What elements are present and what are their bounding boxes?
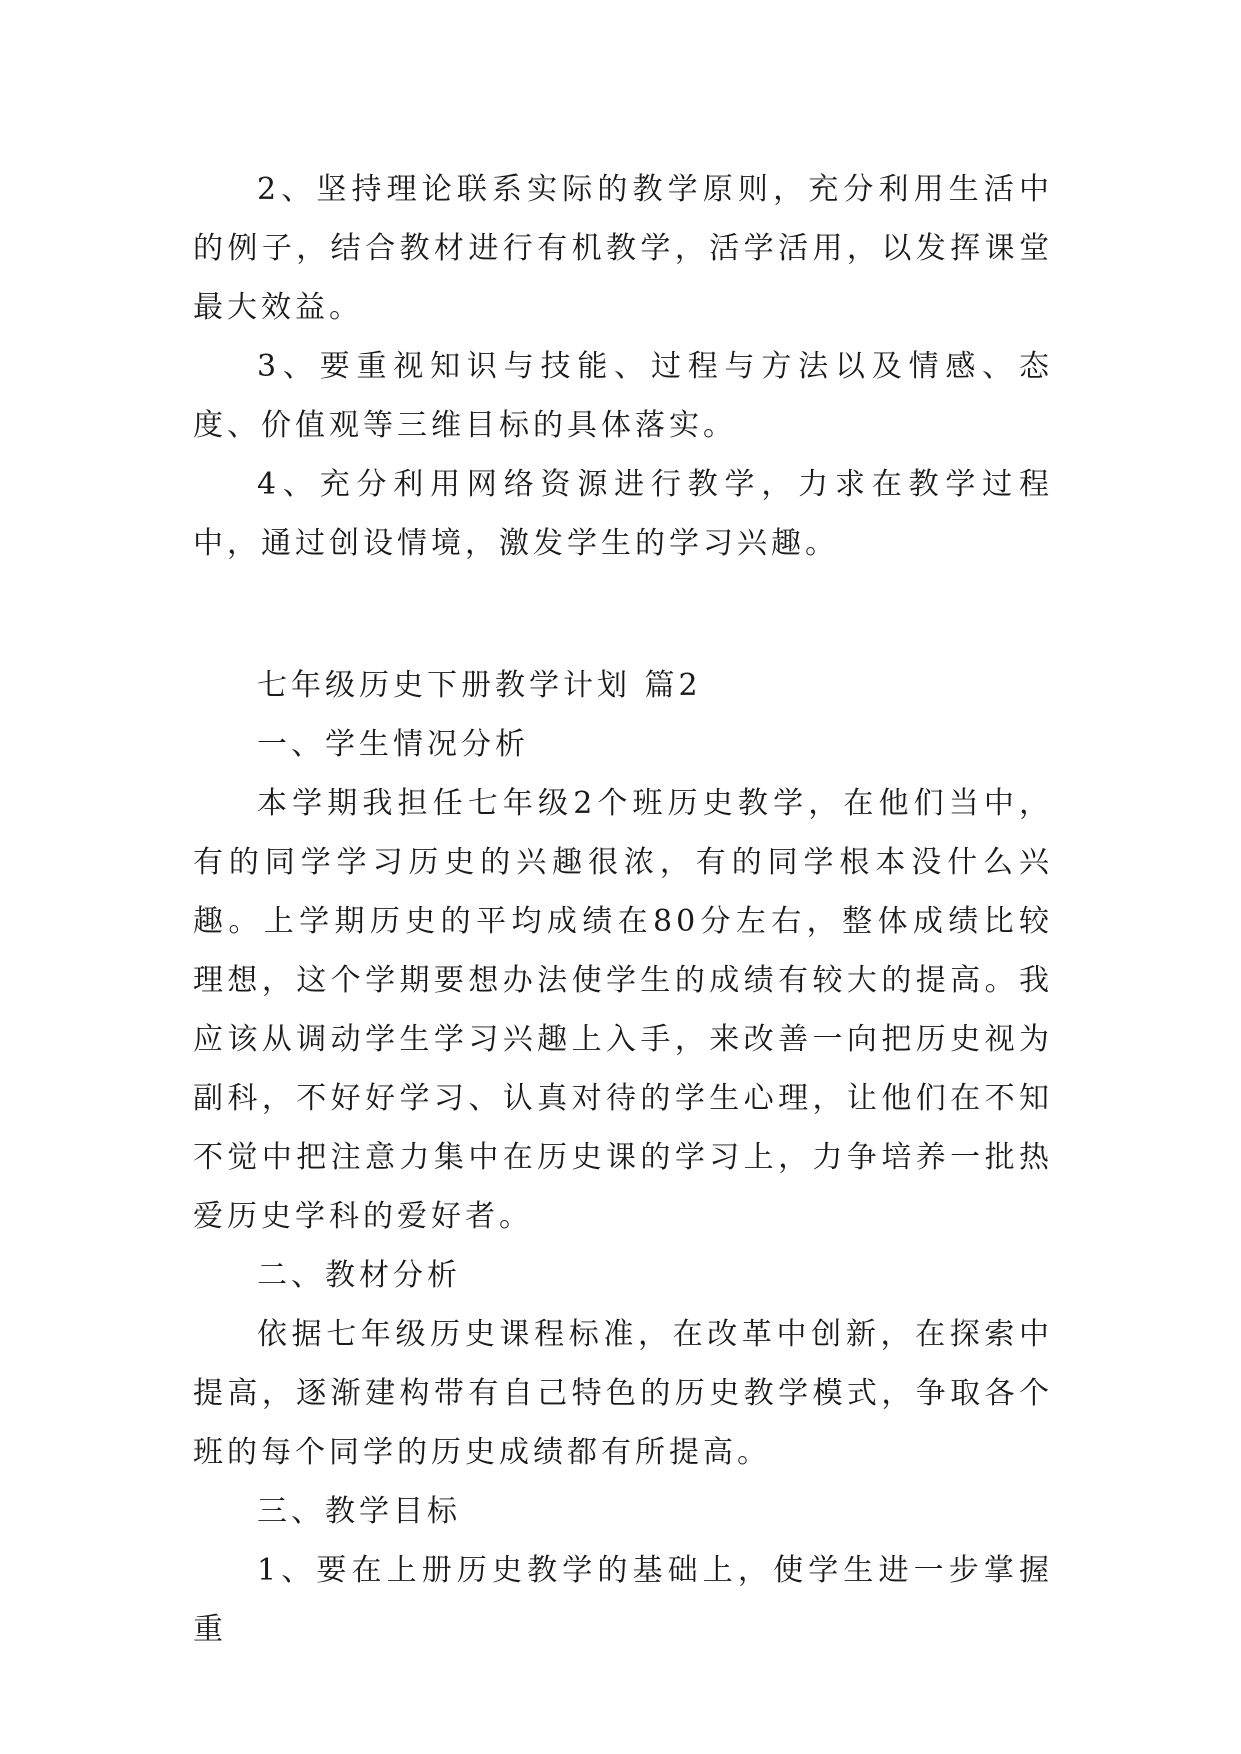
heading-textbook-analysis: 二、教材分析 [257, 1258, 461, 1293]
paragraph-item-2: 2、坚持理论联系实际的教学原则，充分利用生活中的例子，结合教材进行有机教学，活学活用，以发挥课堂最大效益。 [193, 172, 1053, 325]
heading-teaching-goals: 三、教学目标 [257, 1494, 461, 1529]
paragraph-teaching-goals: 1、要在上册历史教学的基础上，使学生进一步掌握重 [193, 1553, 1053, 1647]
paragraph-item-3: 3、要重视知识与技能、过程与方法以及情感、态度、价值观等三维目标的具体落实。 [193, 349, 1053, 443]
section-spacer [193, 573, 1053, 656]
heading-student-analysis: 一、学生情况分析 [257, 727, 529, 762]
paragraph-student-analysis: 本学期我担任七年级2个班历史教学，在他们当中，有的同学学习历史的兴趣很浓，有的同学根本没什么兴趣。上学期历史的平均成绩在80分左右，整体成绩比较理想，这个学期要想办法使学生的成绩有较大的提高。我应该从调动学生学习兴趣上入手，来改善一向把历史视为副科，不好好学习、认真对待的学生心理，让他们在不知不觉中把注意力集中在历史课的学习上，力争培养一批热爱历史学科的爱好者。 [193, 786, 1053, 1234]
paragraph-item-4: 4、充分利用网络资源进行教学，力求在教学过程中，通过创设情境，激发学生的学习兴趣。 [193, 467, 1053, 561]
document-body [193, 160, 1053, 1659]
section-title: 七年级历史下册教学计划 篇2 [257, 668, 702, 703]
paragraph-textbook-analysis: 依据七年级历史课程标准，在改革中创新，在探索中提高，逐渐建构带有自己特色的历史教学模式，争取各个班的每个同学的历史成绩都有所提高。 [193, 1317, 1053, 1470]
